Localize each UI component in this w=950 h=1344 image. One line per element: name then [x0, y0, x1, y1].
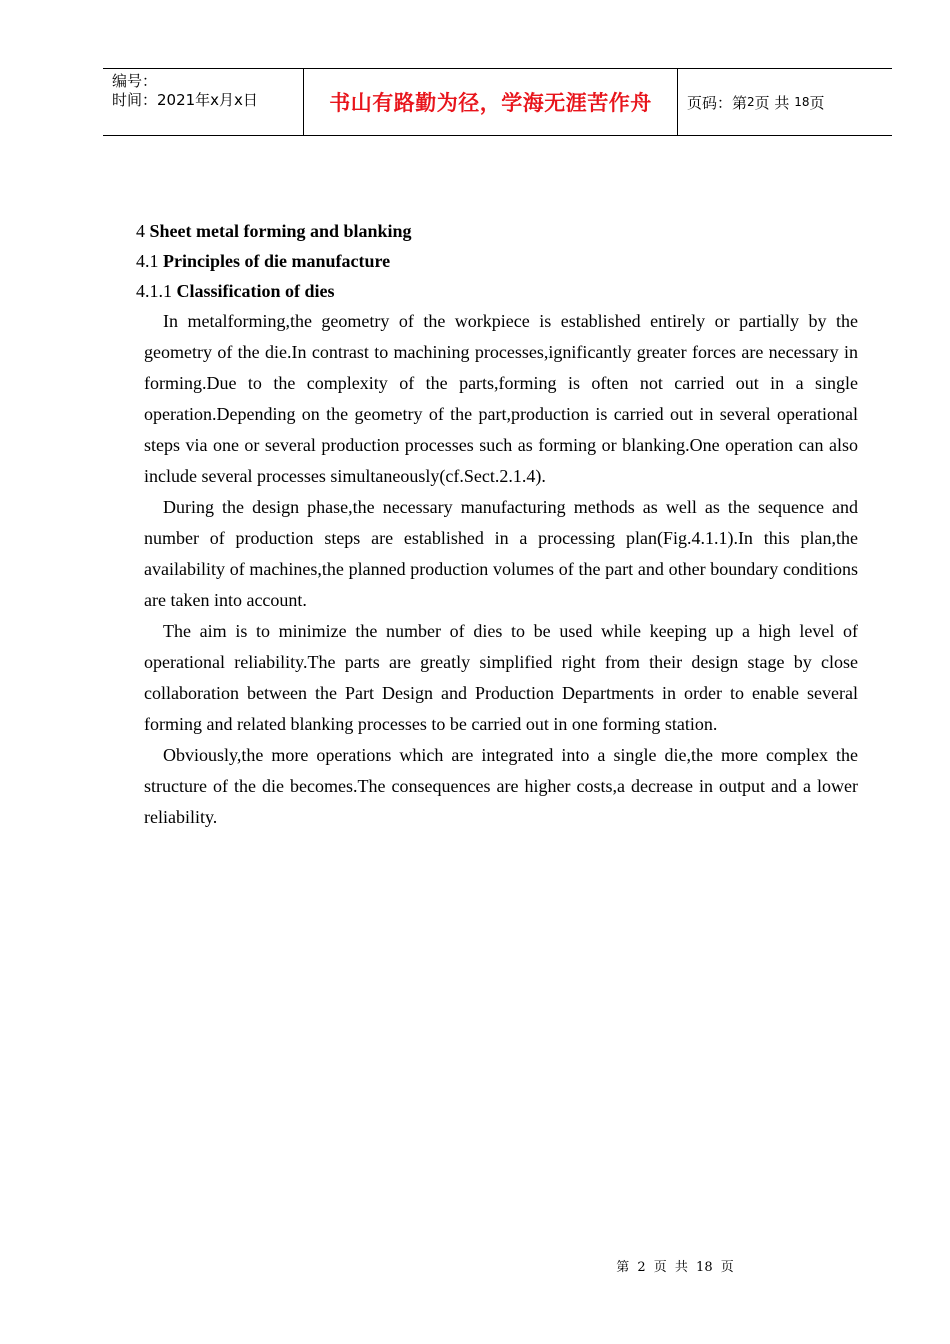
page-header	[103, 68, 892, 136]
heading-title: Sheet metal forming and blanking	[149, 221, 412, 241]
paragraph: Obviously,the more operations which are integrated into a single die,the more complex the structure of the die becomes.The consequences are higher costs,a decrease in output and a lower reliability.	[144, 745, 858, 827]
body-text	[144, 306, 858, 833]
heading-number: 4	[136, 221, 145, 241]
paragraph: In metalforming,the geometry of the workpiece is established entirely or partially by the geometry of the die.In contrast to machining processes,ignificantly greater forces are necessary in forming.Due to the complexity of the parts,forming is often not carried out in a single operation.Depending on the geometry of the part,production is carried out in several operational steps via one or several production processes such as forming or blanking.One operation can also include several processes simultaneously(cf.Sect.2.1.4).	[144, 311, 858, 486]
serial-number-label: 编号：	[112, 72, 158, 90]
heading-title: Principles of die manufacture	[163, 251, 391, 271]
heading-number: 4.1	[136, 251, 159, 271]
footer-page-text: 第 2 页 共 18 页	[616, 1260, 734, 1275]
heading-subsection	[136, 276, 412, 306]
header-motto-cell	[304, 69, 678, 135]
header-meta-cell	[103, 69, 304, 135]
paragraph: During the design phase,the necessary manufacturing methods as well as the sequence and number of production steps are established in a processing plan(Fig.4.1.1).In this plan,the availability of machines,the planned production volumes of the part and other boundary conditions are taken into account.	[144, 497, 858, 610]
motto-text: 书山有路勤为径，学海无涯苦作舟	[329, 91, 652, 115]
heading-section	[136, 246, 412, 276]
page-footer	[600, 1256, 750, 1275]
header-page-cell	[678, 69, 892, 135]
page-mid: 页 共	[754, 93, 790, 112]
page-total: 18	[794, 95, 810, 109]
page-prefix: 页码：第	[687, 93, 748, 112]
heading-number: 4.1.1	[136, 281, 172, 301]
date-label: 时间：2021年x月x日	[112, 91, 258, 109]
heading-chapter	[136, 216, 412, 246]
heading-title: Classification of dies	[176, 281, 335, 301]
page-suffix: 页	[809, 93, 825, 112]
page-number: 2	[747, 95, 755, 109]
section-headings	[136, 216, 412, 306]
paragraph: The aim is to minimize the number of dies to be used while keeping up a high level of operational reliability.The parts are greatly simplified right from their design stage by close collaboration between the Part Design and Production Departments in order to enable several forming and related blanking processes to be carried out in one forming station.	[144, 621, 858, 734]
